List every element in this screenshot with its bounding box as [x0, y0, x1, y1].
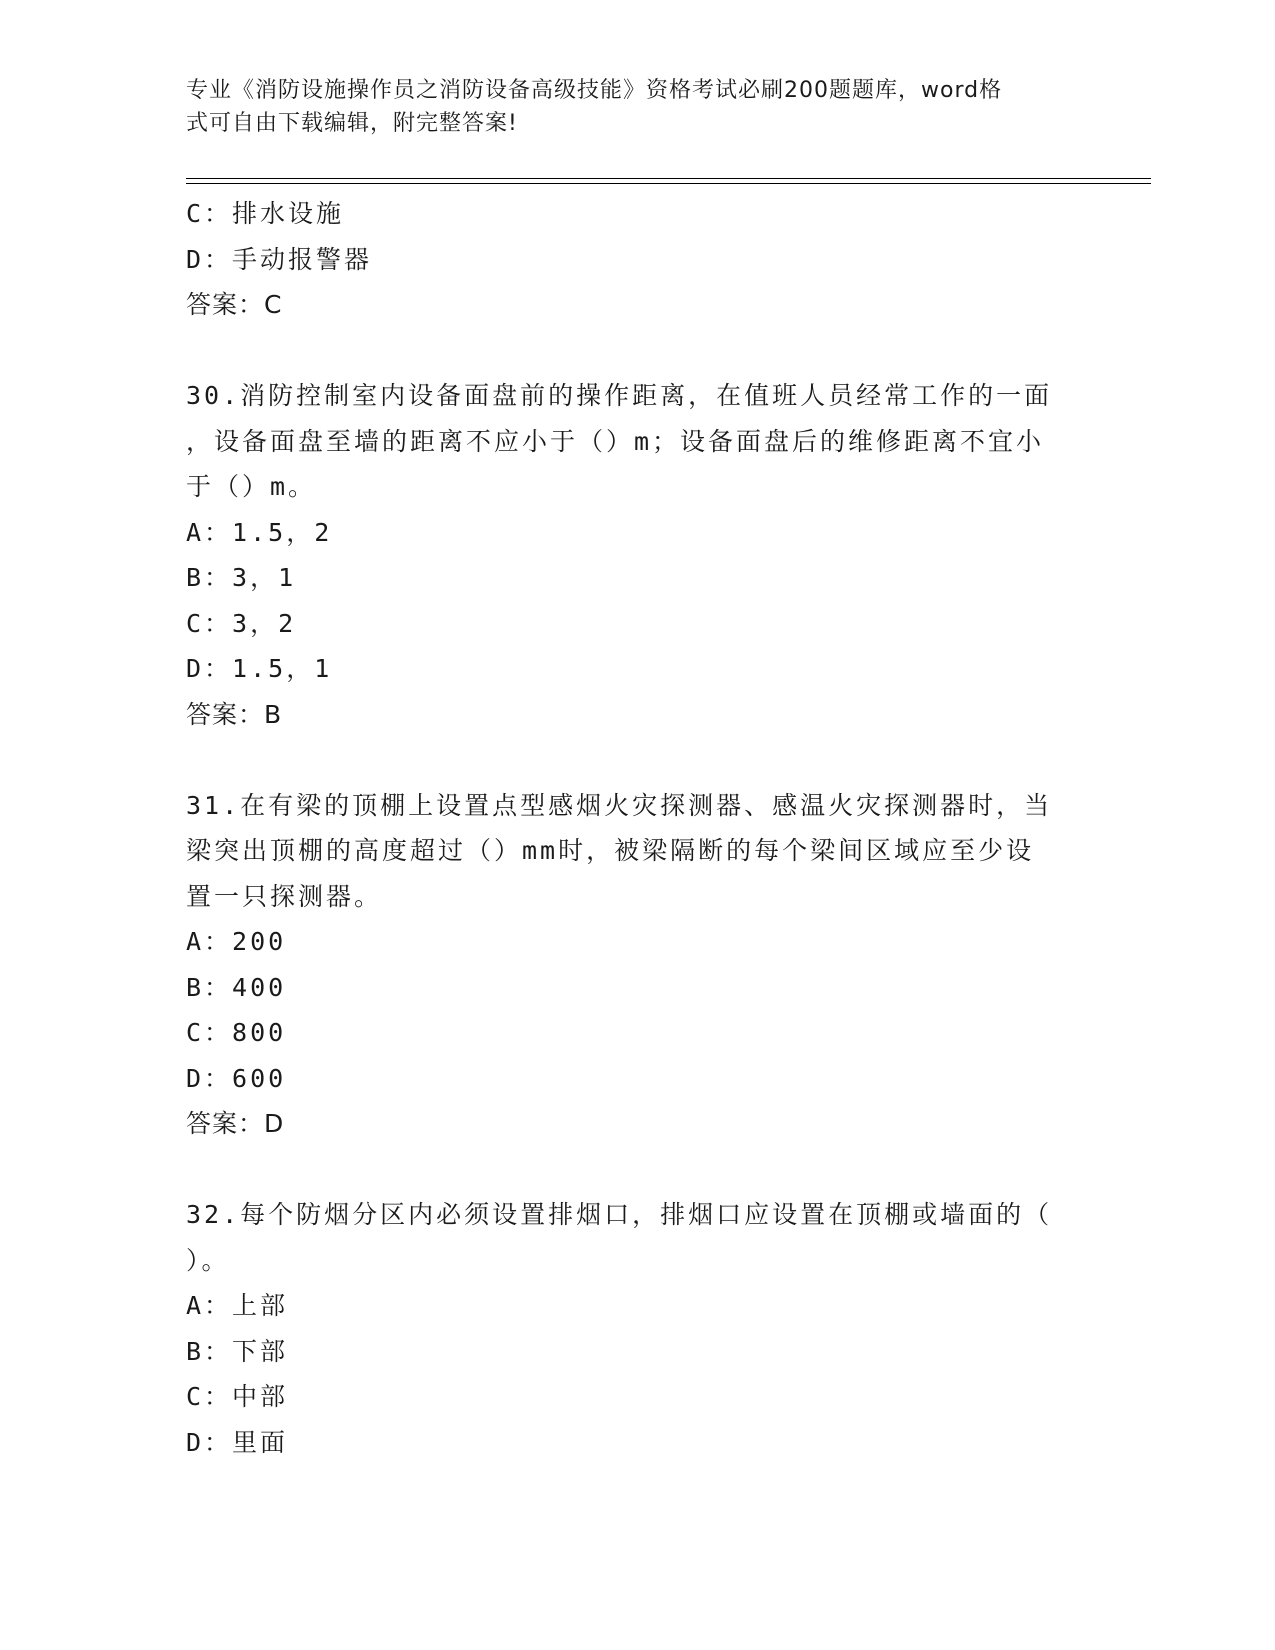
question-text-line: ，设备面盘至墙的距离不应小于（）m；设备面盘后的维修距离不宜小: [186, 426, 1045, 456]
option-d: D：1.5，1: [186, 654, 333, 683]
answer-line: 答案：D: [186, 1109, 285, 1138]
question-text-line: 31.在有梁的顶棚上设置点型感烟火灾探测器、感温火灾探测器时，当: [186, 790, 1053, 820]
header-divider-top: [186, 178, 1151, 179]
header-divider-bottom: [186, 183, 1151, 184]
option-b: B：下部: [186, 1336, 289, 1366]
spacer: [186, 328, 1086, 374]
option-c: C：中部: [186, 1382, 289, 1411]
question-32: [186, 1192, 1086, 1465]
option-c: C：3，2: [186, 608, 297, 638]
option-a: A：200: [186, 927, 287, 956]
option-b: B：3，1: [186, 563, 297, 592]
question-body: [186, 191, 1086, 1465]
answer-line: 答案：C: [186, 290, 283, 319]
question-text-line: 32.每个防烟分区内必须设置排烟口，排烟口应设置在顶棚或墙面的（: [186, 1200, 1053, 1229]
option-d: D：600: [186, 1063, 287, 1093]
spacer: [186, 737, 1086, 783]
question-text-line: 置一只探测器。: [186, 881, 383, 911]
header-line-2: 式可自由下载编辑，附完整答案!: [186, 111, 518, 136]
option-d: D：手动报警器: [186, 244, 373, 274]
option-d: D：里面: [186, 1427, 289, 1457]
question-30: [186, 373, 1086, 737]
option-c: C：800: [186, 1018, 287, 1047]
option-b: B：400: [186, 972, 287, 1002]
option-a: A：1.5，2: [186, 517, 333, 547]
option-c: C：排水设施: [186, 199, 345, 228]
option-a: A：上部: [186, 1291, 289, 1320]
question-text-line: 梁突出顶棚的高度超过（）mm时，被梁隔断的每个梁间区域应至少设: [186, 836, 1035, 865]
answer-line: 答案：B: [186, 699, 283, 729]
document-header: [186, 74, 1066, 140]
question-text-line: ）。: [186, 1245, 230, 1275]
question-text-line: 于（）m。: [186, 472, 317, 501]
spacer: [186, 1147, 1086, 1193]
question-31: [186, 783, 1086, 1147]
header-line-1: 专业《消防设施操作员之消防设备高级技能》资格考试必刷200题题库，word格: [186, 78, 1003, 103]
question-text-line: 30.消防控制室内设备面盘前的操作距离，在值班人员经常工作的一面: [186, 381, 1053, 410]
